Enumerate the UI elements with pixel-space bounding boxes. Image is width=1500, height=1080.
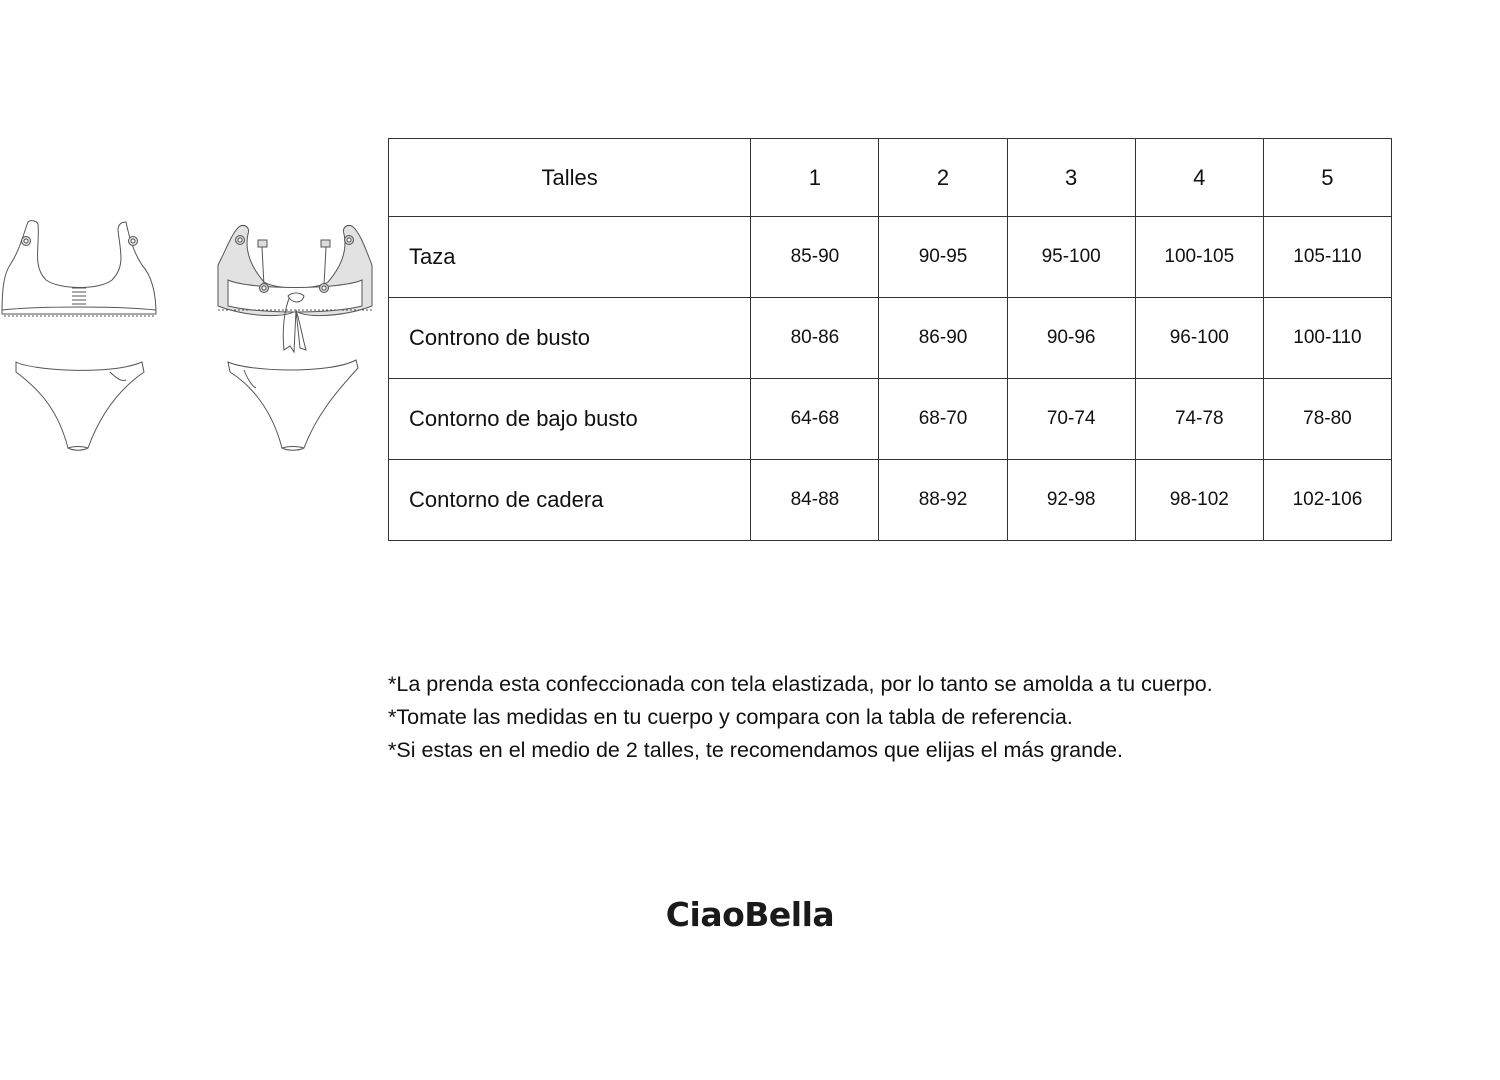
note-elastic-fabric: *La prenda esta confeccionada con tela elastizada, por lo tanto se amolda a tu cuerpo. <box>388 672 1213 696</box>
size-notes <box>388 668 1468 767</box>
header-size-3: 3 <box>1007 139 1135 217</box>
table-cell: 74-78 <box>1135 379 1263 460</box>
table-cell: 68-70 <box>879 379 1007 460</box>
table-cell: 70-74 <box>1007 379 1135 460</box>
table-cell: 90-96 <box>1007 298 1135 379</box>
table-cell: 86-90 <box>879 298 1007 379</box>
bikini-front-sketch <box>2 221 156 451</box>
header-size-5: 5 <box>1263 139 1391 217</box>
table-cell: 92-98 <box>1007 460 1135 541</box>
table-cell: 102-106 <box>1263 460 1391 541</box>
bikini-sketch-image <box>0 210 380 460</box>
table-cell: 88-92 <box>879 460 1007 541</box>
bikini-back-sketch <box>218 225 372 450</box>
table-cell: 84-88 <box>751 460 879 541</box>
row-label: Contorno de cadera <box>389 460 751 541</box>
table-cell: 105-110 <box>1263 217 1391 298</box>
table-cell: 80-86 <box>751 298 879 379</box>
table-row <box>389 379 1392 460</box>
note-measure-yourself: *Tomate las medidas en tu cuerpo y compara con la tabla de referencia. <box>388 705 1073 729</box>
row-label: Contorno de bajo busto <box>389 379 751 460</box>
table-row <box>389 217 1392 298</box>
table-cell: 100-105 <box>1135 217 1263 298</box>
bikini-illustrations <box>0 210 380 460</box>
row-label: Controno de busto <box>389 298 751 379</box>
table-header-row <box>389 139 1392 217</box>
header-label: Talles <box>389 139 751 217</box>
table-cell: 78-80 <box>1263 379 1391 460</box>
note-choose-larger: *Si estas en el medio de 2 talles, te recomendamos que elijas el más grande. <box>388 738 1123 762</box>
brand-logo: CiaoBella <box>665 895 835 934</box>
table-row <box>389 298 1392 379</box>
table-cell: 96-100 <box>1135 298 1263 379</box>
size-chart-table <box>388 138 1392 541</box>
row-label: Taza <box>389 217 751 298</box>
header-size-1: 1 <box>751 139 879 217</box>
table-cell: 98-102 <box>1135 460 1263 541</box>
table-cell: 85-90 <box>751 217 879 298</box>
header-size-4: 4 <box>1135 139 1263 217</box>
table-cell: 64-68 <box>751 379 879 460</box>
table-cell: 90-95 <box>879 217 1007 298</box>
table-cell: 95-100 <box>1007 217 1135 298</box>
table-cell: 100-110 <box>1263 298 1391 379</box>
header-size-2: 2 <box>879 139 1007 217</box>
table-row <box>389 460 1392 541</box>
